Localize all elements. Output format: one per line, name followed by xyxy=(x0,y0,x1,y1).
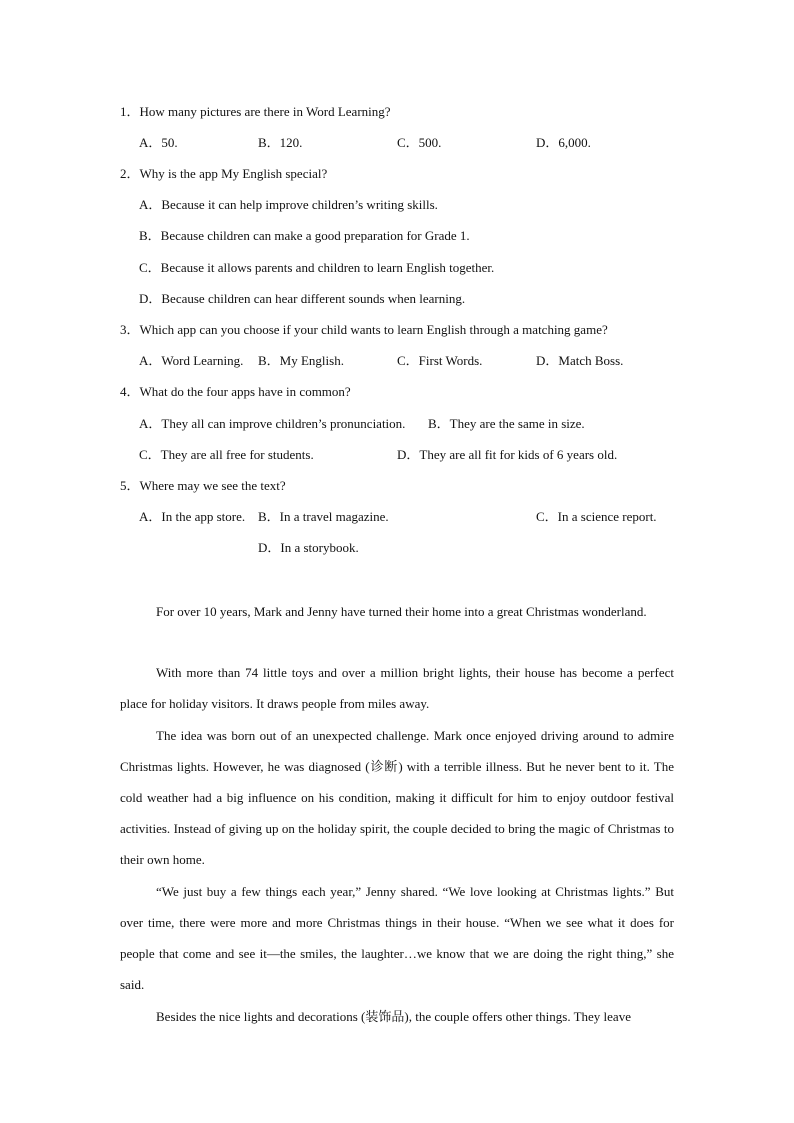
question-1: 1．How many pictures are there in Word Learning? xyxy=(120,104,391,119)
q5-option-a: A．In the app store. xyxy=(139,509,246,524)
q1-option-d: D．6,000. xyxy=(536,135,591,150)
passage-paragraph-5: Besides the nice lights and decorations (装饰品), the couple offers other things. They leave xyxy=(156,1009,631,1024)
q2-option-c: C．Because it allows parents and children to learn English together. xyxy=(139,260,495,275)
q4-option-a: A．They all can improve children’s pronunciation. xyxy=(139,416,406,431)
q4-option-b: B．They are the same in size. xyxy=(428,416,585,431)
q1-option-c: C．500. xyxy=(397,135,442,150)
q3-option-c: C．First Words. xyxy=(397,353,483,368)
q2-option-d: D．Because children can hear different sounds when learning. xyxy=(139,291,466,306)
q1-option-a: A．50. xyxy=(139,135,178,150)
q2-option-b: B．Because children can make a good preparation for Grade 1. xyxy=(139,228,470,243)
question-2: 2．Why is the app My English special? xyxy=(120,166,328,181)
q5-option-b: B．In a travel magazine. xyxy=(258,509,389,524)
q3-option-d: D．Match Boss. xyxy=(536,353,624,368)
q3-option-a: A．Word Learning. xyxy=(139,353,244,368)
q4-option-d: D．They are all fit for kids of 6 years old. xyxy=(397,447,618,462)
q3-option-b: B．My English. xyxy=(258,353,344,368)
q1-option-b: B．120. xyxy=(258,135,303,150)
q5-option-c: C．In a science report. xyxy=(536,509,657,524)
passage-paragraph-4: “We just buy a few things each year,” Jenny shared. “We love looking at Christmas lights.” But over time, there were more and more Christmas things in their house. “When we see what it does for people that come and see it—the smiles, the laughter…we know that we are doing the right thing,” she said. xyxy=(120,884,674,992)
q2-option-a: A．Because it can help improve children’s writing skills. xyxy=(139,197,438,212)
passage-paragraph-1: For over 10 years, Mark and Jenny have turned their home into a great Christmas wonderland. xyxy=(156,604,647,619)
question-4: 4．What do the four apps have in common? xyxy=(120,384,351,399)
passage-paragraph-3: The idea was born out of an unexpected challenge. Mark once enjoyed driving around to admire Christmas lights. However, he was diagnosed (诊断) with a terrible illness. But he never bent to it. The cold weather had a big influence on his condition, making it difficult for him to enjoy outdoor festival activities. Instead of giving up on the holiday spirit, the couple decided to bring the magic of Christmas to their own home. xyxy=(120,728,674,867)
question-5: 5．Where may we see the text? xyxy=(120,478,286,493)
passage-paragraph-2: With more than 74 little toys and over a million bright lights, their house has become a perfect place for holiday visitors. It draws people from miles away. xyxy=(120,665,674,711)
question-3: 3．Which app can you choose if your child wants to learn English through a matching game? xyxy=(120,322,608,337)
q4-option-c: C．They are all free for students. xyxy=(139,447,314,462)
q5-option-d: D．In a storybook. xyxy=(258,540,359,555)
